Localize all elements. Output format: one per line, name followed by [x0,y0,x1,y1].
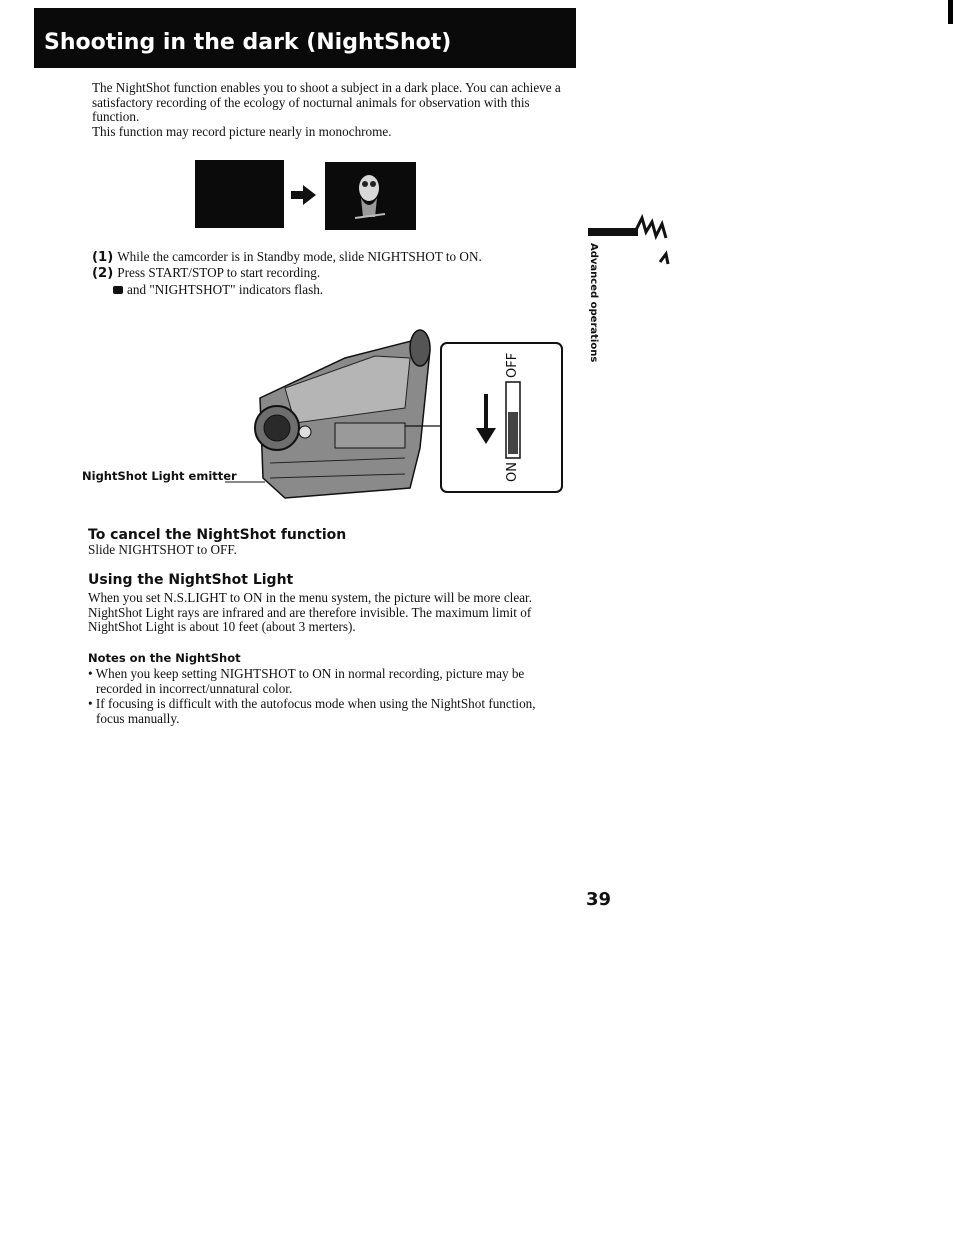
notes-list [88,667,558,726]
dark-scene-image [195,160,284,228]
step-1 [92,249,482,265]
intro-line-1: The NightShot function enables you to shoot a subject in a dark place. You can achieve a satisfactory recording of the ecology of nocturnal animals for observation with this function. [92,80,561,124]
edge-mark [948,0,953,24]
switch-off-label: OFF [505,352,520,378]
note-item-1: • When you keep setting NIGHTSHOT to ON in normal recording, picture may be recorded in incorrect/unnatural color. [88,666,525,696]
intro-line-2: This function may record picture nearly in monochrome. [92,123,392,139]
emitter-callout: NightShot Light emitter [82,469,237,483]
notes-heading: Notes on the NightShot [88,651,241,665]
note-item-2: • If focusing is difficult with the autofocus mode when using the NightShot function, focus manually. [88,696,536,726]
step-2 [92,265,320,281]
step-1-number: (1) [92,250,114,265]
thumb-index-mark [634,212,670,270]
nightshot-owl-image [325,162,416,230]
step-2-text: Press START/STOP to start recording. [117,265,321,280]
page-number: 39 [586,889,612,910]
step-2-number: (2) [92,266,114,281]
switch-on-label: ON [505,462,520,482]
indicator-line [113,282,323,298]
light-heading: Using the NightShot Light [88,572,294,588]
light-text: When you set N.S.LIGHT to ON in the menu system, the picture will be more clear. NightShot Light rays are infrared and are therefore invisible. The maximum limit of NightShot Light is about 10 feet (about 3 merters). [88,590,533,634]
cancel-text: Slide NIGHTSHOT to OFF. [88,542,237,557]
side-tab-label: Advanced operations [588,243,599,363]
indicator-text: and "NIGHTSHOT" indicators flash. [127,282,324,297]
step-1-text: While the camcorder is in Standby mode, slide NIGHTSHOT to ON. [117,249,482,264]
page-title: Shooting in the dark (NightShot) [44,30,452,55]
cancel-heading: To cancel the NightShot function [88,527,347,543]
arrow-right-icon [291,184,317,206]
side-tab-bar [588,228,638,236]
nightshot-indicator-icon [113,286,123,294]
intro-paragraph [92,81,572,139]
